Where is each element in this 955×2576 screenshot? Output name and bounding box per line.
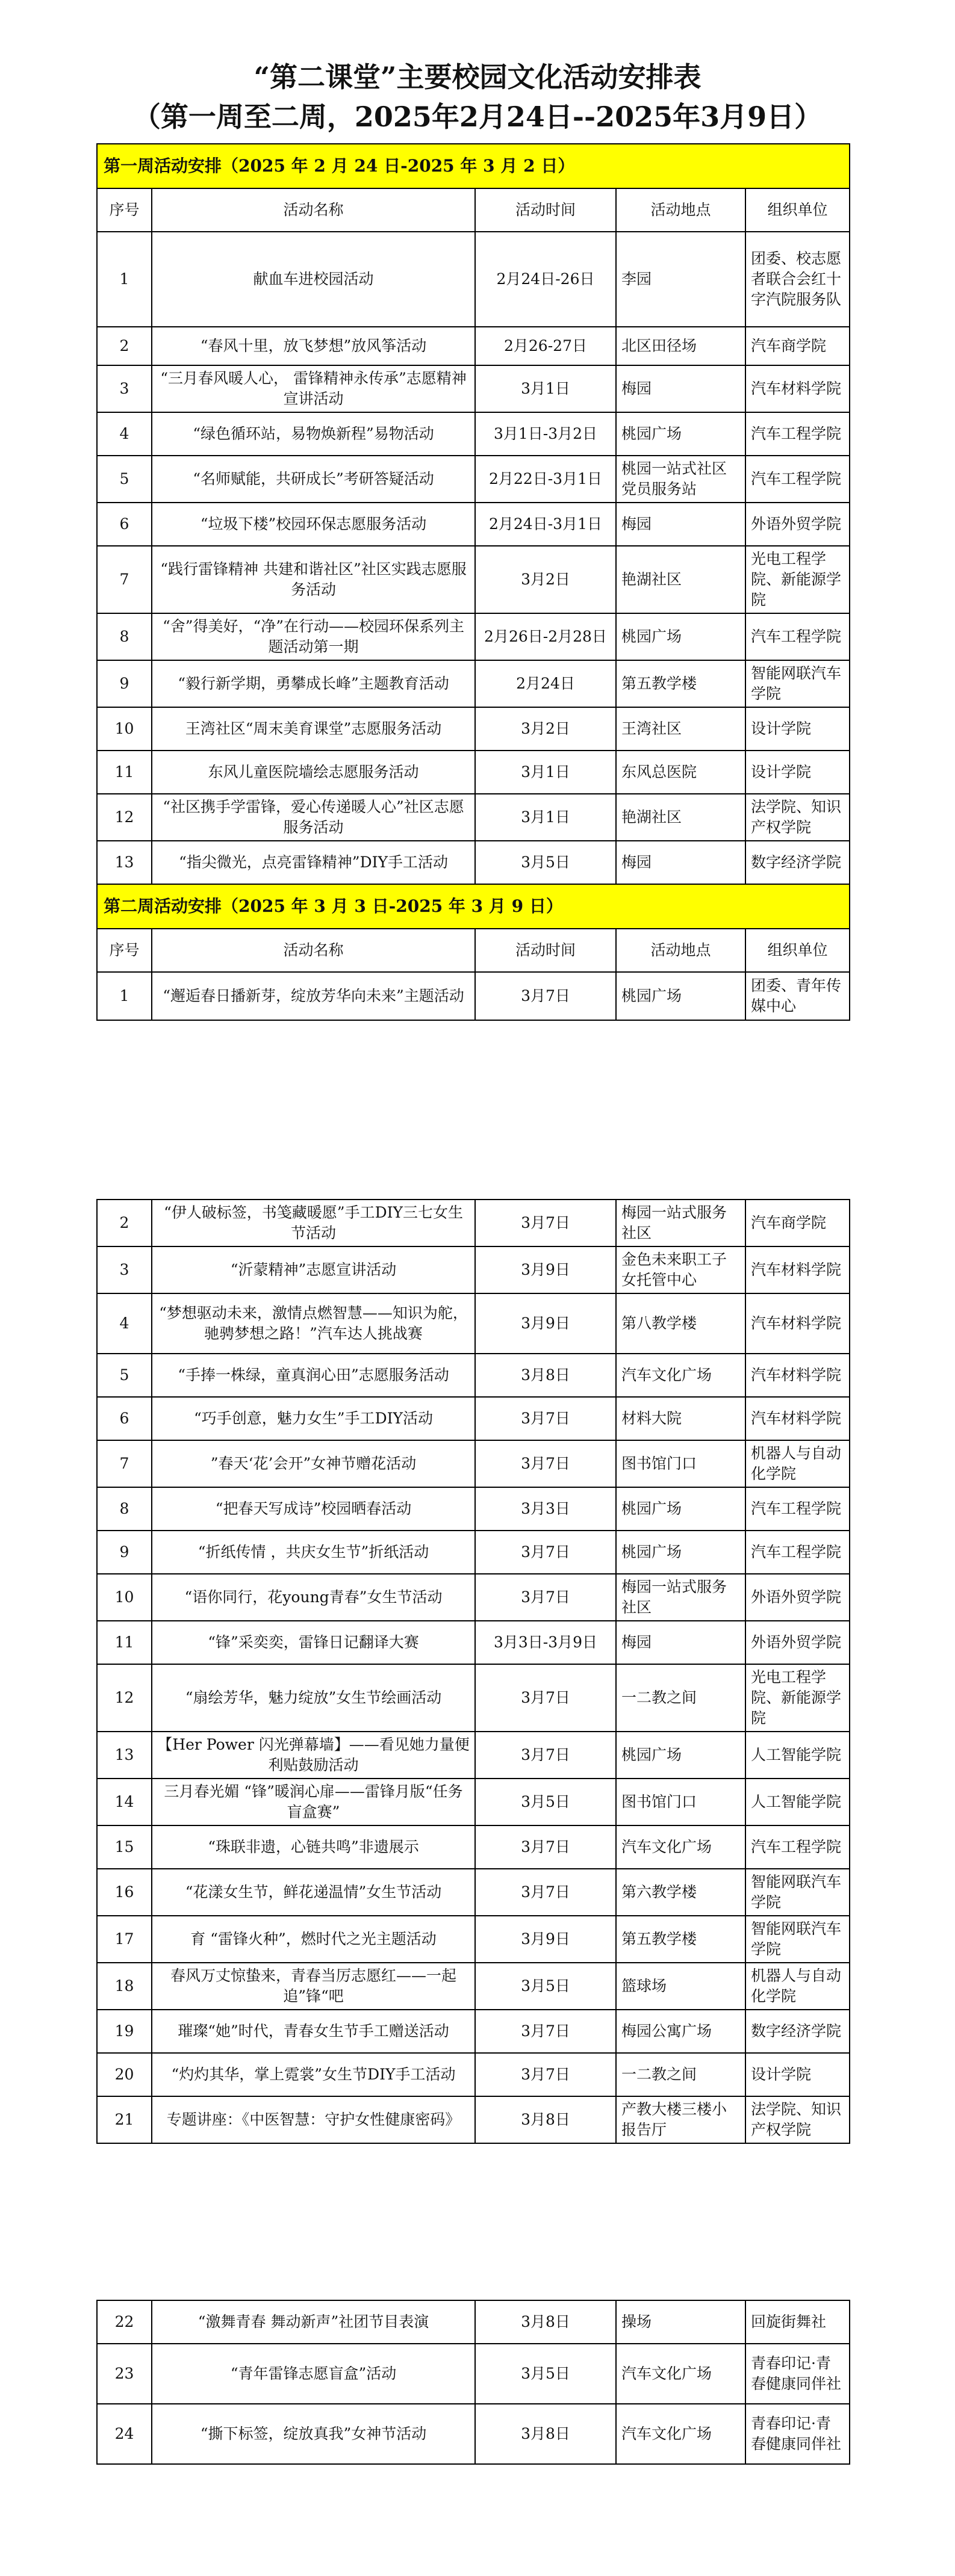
activity-name-cell: “折纸传情 ，共庆女生节”折纸活动 bbox=[152, 1531, 475, 1574]
table-row bbox=[97, 2404, 850, 2464]
activity-location-cell: 梅园 bbox=[616, 365, 745, 412]
organizer-cell: 汽车工程学院 bbox=[745, 1487, 850, 1531]
activity-name-cell: “锋”采奕奕，雷锋日记翻译大赛 bbox=[152, 1621, 475, 1664]
activity-time-cell: 3月9日 bbox=[475, 1916, 616, 1963]
activity-name-cell: “珠联非遗，心链共鸣”非遗展示 bbox=[152, 1825, 475, 1869]
activity-name-cell: 东风儿童医院墙绘志愿服务活动 bbox=[152, 751, 475, 794]
table-row bbox=[97, 456, 850, 503]
activity-name-cell: “邂逅春日播新芽，绽放芳华向未来”主题活动 bbox=[152, 972, 475, 1020]
activity-name-cell: “青年雷锋志愿盲盒”活动 bbox=[152, 2344, 475, 2404]
seq-cell: 1 bbox=[97, 972, 152, 1020]
column-header: 组织单位 bbox=[745, 188, 850, 232]
activity-location-cell: 桃园一站式社区党员服务站 bbox=[616, 456, 745, 503]
column-header: 组织单位 bbox=[745, 929, 850, 972]
activity-time-cell: 3月5日 bbox=[475, 1963, 616, 2010]
organizer-cell: 青春印记·青春健康同伴社 bbox=[745, 2404, 850, 2464]
activity-name-cell: “三月春风暖人心， 雷锋精神永传承”志愿精神宣讲活动 bbox=[152, 365, 475, 412]
seq-cell: 23 bbox=[97, 2344, 152, 2404]
organizer-cell: 机器人与自动化学院 bbox=[745, 1963, 850, 2010]
seq-cell: 17 bbox=[97, 1916, 152, 1963]
table-row bbox=[97, 841, 850, 884]
activity-name-cell: “花漾女生节，鲜花递温情”女生节活动 bbox=[152, 1869, 475, 1916]
activity-location-cell: 材料大院 bbox=[616, 1397, 745, 1440]
activity-time-cell: 3月1日-3月2日 bbox=[475, 412, 616, 456]
activity-time-cell: 3月1日 bbox=[475, 751, 616, 794]
table-row bbox=[97, 1825, 850, 1869]
activity-name-cell: 王湾社区“周末美育课堂”志愿服务活动 bbox=[152, 707, 475, 751]
section-label: 第二周活动安排（2025 年 3 月 3 日-2025 年 3 月 9 日） bbox=[97, 884, 850, 929]
table-row bbox=[97, 1293, 850, 1354]
organizer-cell: 法学院、知识产权学院 bbox=[745, 794, 850, 841]
activity-location-cell: 艳湖社区 bbox=[616, 546, 745, 613]
activity-name-cell: “撕下标签，绽放真我”女神节活动 bbox=[152, 2404, 475, 2464]
column-header: 活动地点 bbox=[616, 929, 745, 972]
organizer-cell: 数字经济学院 bbox=[745, 2010, 850, 2053]
table-row bbox=[97, 546, 850, 613]
table-row bbox=[97, 1531, 850, 1574]
organizer-cell: 汽车材料学院 bbox=[745, 1293, 850, 1354]
table-row bbox=[97, 660, 850, 707]
column-header: 活动名称 bbox=[152, 188, 475, 232]
activity-name-cell: 育 “雷锋火种”，燃时代之光主题活动 bbox=[152, 1916, 475, 1963]
activity-location-cell: 金色未来职工子女托管中心 bbox=[616, 1246, 745, 1293]
seq-cell: 1 bbox=[97, 232, 152, 327]
seq-cell: 9 bbox=[97, 660, 152, 707]
organizer-cell: 汽车工程学院 bbox=[745, 1825, 850, 1869]
table-row bbox=[97, 327, 850, 365]
seq-cell: 11 bbox=[97, 751, 152, 794]
organizer-cell: 汽车材料学院 bbox=[745, 365, 850, 412]
activity-location-cell: 汽车文化广场 bbox=[616, 2404, 745, 2464]
activity-name-cell: “巧手创意，魅力女生”手工DIY活动 bbox=[152, 1397, 475, 1440]
table-row bbox=[97, 1664, 850, 1732]
activity-name-cell: “语你同行，花young青春”女生节活动 bbox=[152, 1574, 475, 1621]
organizer-cell: 汽车商学院 bbox=[745, 327, 850, 365]
activity-time-cell: 2月26日-2月28日 bbox=[475, 613, 616, 660]
seq-cell: 24 bbox=[97, 2404, 152, 2464]
activity-location-cell: 桃园广场 bbox=[616, 412, 745, 456]
organizer-cell: 智能网联汽车学院 bbox=[745, 1869, 850, 1916]
table-row bbox=[97, 613, 850, 660]
organizer-cell: 汽车工程学院 bbox=[745, 1531, 850, 1574]
activity-time-cell: 3月1日 bbox=[475, 794, 616, 841]
organizer-cell: 设计学院 bbox=[745, 707, 850, 751]
activity-name-cell: “伊人破标签，书笺藏暖愿”手工DIY三七女生节活动 bbox=[152, 1200, 475, 1246]
seq-cell: 5 bbox=[97, 1354, 152, 1397]
organizer-cell: 光电工程学院、新能源学院 bbox=[745, 546, 850, 613]
organizer-cell: 团委、青年传媒中心 bbox=[745, 972, 850, 1020]
table-row bbox=[97, 1440, 850, 1487]
activity-name-cell: “践行雷锋精神 共建和谐社区”社区实践志愿服务活动 bbox=[152, 546, 475, 613]
section-header bbox=[97, 144, 850, 188]
activity-time-cell: 3月2日 bbox=[475, 546, 616, 613]
organizer-cell: 外语外贸学院 bbox=[745, 1574, 850, 1621]
activity-location-cell: 桃园广场 bbox=[616, 1732, 745, 1779]
activity-location-cell: 操场 bbox=[616, 2300, 745, 2344]
column-header: 活动时间 bbox=[475, 188, 616, 232]
activity-location-cell: 第六教学楼 bbox=[616, 1869, 745, 1916]
activity-name-cell: “毅行新学期，勇攀成长峰”主题教育活动 bbox=[152, 660, 475, 707]
activity-location-cell: 梅园一站式服务社区 bbox=[616, 1200, 745, 1246]
table-row bbox=[97, 1487, 850, 1531]
activity-name-cell: 【Her Power 闪光弹幕墙】——看见她力量便利贴鼓励活动 bbox=[152, 1732, 475, 1779]
activity-location-cell: 梅园公寓广场 bbox=[616, 2010, 745, 2053]
activity-location-cell: 一二教之间 bbox=[616, 1664, 745, 1732]
table-row bbox=[97, 1869, 850, 1916]
organizer-cell: 人工智能学院 bbox=[745, 1779, 850, 1825]
activity-location-cell: 梅园 bbox=[616, 503, 745, 546]
organizer-cell: 机器人与自动化学院 bbox=[745, 1440, 850, 1487]
seq-cell: 2 bbox=[97, 1200, 152, 1246]
organizer-cell: 外语外贸学院 bbox=[745, 1621, 850, 1664]
activity-name-cell: “扇绘芳华，魅力绽放”女生节绘画活动 bbox=[152, 1664, 475, 1732]
seq-cell: 20 bbox=[97, 2053, 152, 2096]
activity-name-cell: 璀璨“她”时代，青春女生节手工赠送活动 bbox=[152, 2010, 475, 2053]
organizer-cell: 团委、校志愿者联合会红十字汽院服务队 bbox=[745, 232, 850, 327]
table-row bbox=[97, 1963, 850, 2010]
seq-cell: 6 bbox=[97, 1397, 152, 1440]
seq-cell: 10 bbox=[97, 707, 152, 751]
activity-name-cell: “灼灼其华，掌上霓裳”女生节DIY手工活动 bbox=[152, 2053, 475, 2096]
activity-time-cell: 3月3日 bbox=[475, 1487, 616, 1531]
seq-cell: 2 bbox=[97, 327, 152, 365]
table-row bbox=[97, 1246, 850, 1293]
activity-name-cell: “名师赋能，共研成长”考研答疑活动 bbox=[152, 456, 475, 503]
activity-name-cell: 献血车进校园活动 bbox=[152, 232, 475, 327]
activity-time-cell: 3月7日 bbox=[475, 1574, 616, 1621]
organizer-cell: 汽车商学院 bbox=[745, 1200, 850, 1246]
table-row bbox=[97, 503, 850, 546]
activity-time-cell: 2月24日-3月1日 bbox=[475, 503, 616, 546]
activity-location-cell: 第五教学楼 bbox=[616, 660, 745, 707]
activity-name-cell: “绿色循环站，易物焕新程”易物活动 bbox=[152, 412, 475, 456]
activity-location-cell: 梅园 bbox=[616, 841, 745, 884]
activity-location-cell: 汽车文化广场 bbox=[616, 1354, 745, 1397]
activity-time-cell: 2月22日-3月1日 bbox=[475, 456, 616, 503]
table-row bbox=[97, 707, 850, 751]
activity-name-cell: “春风十里，放飞梦想”放风筝活动 bbox=[152, 327, 475, 365]
table-row bbox=[97, 794, 850, 841]
table-row bbox=[97, 412, 850, 456]
table-row bbox=[97, 1732, 850, 1779]
column-header: 活动名称 bbox=[152, 929, 475, 972]
seq-cell: 14 bbox=[97, 1779, 152, 1825]
activity-location-cell: 桃园广场 bbox=[616, 613, 745, 660]
activity-name-cell: “激舞青春 舞动新声”社团节目表演 bbox=[152, 2300, 475, 2344]
table-row bbox=[97, 2010, 850, 2053]
column-header: 活动地点 bbox=[616, 188, 745, 232]
organizer-cell: 光电工程学院、新能源学院 bbox=[745, 1664, 850, 1732]
activity-time-cell: 3月8日 bbox=[475, 1354, 616, 1397]
week1-table bbox=[96, 143, 850, 1021]
activity-time-cell: 3月3日-3月9日 bbox=[475, 1621, 616, 1664]
activity-time-cell: 3月7日 bbox=[475, 1440, 616, 1487]
activity-name-cell: “梦想驱动未来，激情点燃智慧——知识为舵，驰骋梦想之路！”汽车达人挑战赛 bbox=[152, 1293, 475, 1354]
week2-table-continued bbox=[96, 2300, 850, 2465]
activity-time-cell: 3月1日 bbox=[475, 365, 616, 412]
column-header: 活动时间 bbox=[475, 929, 616, 972]
activity-time-cell: 3月7日 bbox=[475, 1825, 616, 1869]
seq-cell: 4 bbox=[97, 1293, 152, 1354]
activity-location-cell: 桃园广场 bbox=[616, 1531, 745, 1574]
organizer-cell: 青春印记·青春健康同伴社 bbox=[745, 2344, 850, 2404]
seq-cell: 5 bbox=[97, 456, 152, 503]
activity-location-cell: 一二教之间 bbox=[616, 2053, 745, 2096]
activity-location-cell: 第五教学楼 bbox=[616, 1916, 745, 1963]
organizer-cell: 智能网联汽车学院 bbox=[745, 1916, 850, 1963]
activity-time-cell: 3月2日 bbox=[475, 707, 616, 751]
organizer-cell: 回旋街舞社 bbox=[745, 2300, 850, 2344]
activity-location-cell: 汽车文化广场 bbox=[616, 1825, 745, 1869]
seq-cell: 11 bbox=[97, 1621, 152, 1664]
activity-time-cell: 3月5日 bbox=[475, 841, 616, 884]
table-row bbox=[97, 1779, 850, 1825]
table-row bbox=[97, 1621, 850, 1664]
organizer-cell: 设计学院 bbox=[745, 2053, 850, 2096]
activity-time-cell: 3月7日 bbox=[475, 1869, 616, 1916]
seq-cell: 12 bbox=[97, 794, 152, 841]
organizer-cell: 汽车工程学院 bbox=[745, 412, 850, 456]
table-row bbox=[97, 972, 850, 1020]
activity-time-cell: 3月8日 bbox=[475, 2096, 616, 2143]
seq-cell: 9 bbox=[97, 1531, 152, 1574]
seq-cell: 15 bbox=[97, 1825, 152, 1869]
organizer-cell: 汽车材料学院 bbox=[745, 1246, 850, 1293]
activity-time-cell: 3月8日 bbox=[475, 2404, 616, 2464]
activity-location-cell: 产教大楼三楼小报告厅 bbox=[616, 2096, 745, 2143]
section-header bbox=[97, 884, 850, 929]
activity-name-cell: “社区携手学雷锋，爱心传递暖人心”社区志愿服务活动 bbox=[152, 794, 475, 841]
activity-location-cell: 第八教学楼 bbox=[616, 1293, 745, 1354]
seq-cell: 16 bbox=[97, 1869, 152, 1916]
activity-time-cell: 3月9日 bbox=[475, 1293, 616, 1354]
table-row bbox=[97, 751, 850, 794]
activity-time-cell: 3月7日 bbox=[475, 2053, 616, 2096]
table-row bbox=[97, 2053, 850, 2096]
activity-location-cell: 艳湖社区 bbox=[616, 794, 745, 841]
organizer-cell: 智能网联汽车学院 bbox=[745, 660, 850, 707]
seq-cell: 10 bbox=[97, 1574, 152, 1621]
activity-name-cell: ”春天‘花’会开”女神节赠花活动 bbox=[152, 1440, 475, 1487]
activity-time-cell: 3月5日 bbox=[475, 2344, 616, 2404]
activity-time-cell: 3月7日 bbox=[475, 1732, 616, 1779]
seq-cell: 13 bbox=[97, 841, 152, 884]
activity-time-cell: 3月5日 bbox=[475, 1779, 616, 1825]
seq-cell: 3 bbox=[97, 365, 152, 412]
activity-location-cell: 汽车文化广场 bbox=[616, 2344, 745, 2404]
activity-name-cell: 春风万丈惊蛰来，青春当厉志愿红——一起追”锋“吧 bbox=[152, 1963, 475, 2010]
activity-time-cell: 3月8日 bbox=[475, 2300, 616, 2344]
table-row bbox=[97, 365, 850, 412]
seq-cell: 19 bbox=[97, 2010, 152, 2053]
document-title: “第二课堂”主要校园文化活动安排表 bbox=[254, 61, 701, 93]
table-row bbox=[97, 1574, 850, 1621]
activity-location-cell: 图书馆门口 bbox=[616, 1440, 745, 1487]
seq-cell: 3 bbox=[97, 1246, 152, 1293]
activity-location-cell: 篮球场 bbox=[616, 1963, 745, 2010]
table-row bbox=[97, 2096, 850, 2143]
activity-time-cell: 3月7日 bbox=[475, 1531, 616, 1574]
activity-time-cell: 2月24日-26日 bbox=[475, 232, 616, 327]
table-header-row bbox=[97, 929, 850, 972]
activity-name-cell: “指尖微光，点亮雷锋精神”DIY手工活动 bbox=[152, 841, 475, 884]
table-row bbox=[97, 1354, 850, 1397]
activity-location-cell: 图书馆门口 bbox=[616, 1779, 745, 1825]
activity-time-cell: 3月7日 bbox=[475, 1200, 616, 1246]
table-row bbox=[97, 232, 850, 327]
table-header-row bbox=[97, 188, 850, 232]
seq-cell: 6 bbox=[97, 503, 152, 546]
organizer-cell: 法学院、知识产权学院 bbox=[745, 2096, 850, 2143]
activity-time-cell: 2月26-27日 bbox=[475, 327, 616, 365]
activity-name-cell: “手捧一株绿，童真润心田”志愿服务活动 bbox=[152, 1354, 475, 1397]
activity-time-cell: 3月7日 bbox=[475, 972, 616, 1020]
organizer-cell: 数字经济学院 bbox=[745, 841, 850, 884]
seq-cell: 8 bbox=[97, 613, 152, 660]
table-row bbox=[97, 1397, 850, 1440]
seq-cell: 22 bbox=[97, 2300, 152, 2344]
activity-location-cell: 桃园广场 bbox=[616, 1487, 745, 1531]
table-row bbox=[97, 2344, 850, 2404]
section-label: 第一周活动安排（2025 年 2 月 24 日-2025 年 3 月 2 日） bbox=[97, 144, 850, 188]
activity-time-cell: 3月7日 bbox=[475, 2010, 616, 2053]
column-header: 序号 bbox=[97, 929, 152, 972]
seq-cell: 12 bbox=[97, 1664, 152, 1732]
seq-cell: 7 bbox=[97, 1440, 152, 1487]
activity-time-cell: 3月7日 bbox=[475, 1397, 616, 1440]
table-row bbox=[97, 2300, 850, 2344]
activity-location-cell: 梅园一站式服务社区 bbox=[616, 1574, 745, 1621]
column-header: 序号 bbox=[97, 188, 152, 232]
activity-location-cell: 李园 bbox=[616, 232, 745, 327]
activity-location-cell: 桃园广场 bbox=[616, 972, 745, 1020]
activity-name-cell: “舍”得美好，“净”在行动——校园环保系列主题活动第一期 bbox=[152, 613, 475, 660]
organizer-cell: 设计学院 bbox=[745, 751, 850, 794]
activity-name-cell: 三月春光媚 “锋”暖润心扉——雷锋月版“任务盲盒赛” bbox=[152, 1779, 475, 1825]
organizer-cell: 汽车工程学院 bbox=[745, 456, 850, 503]
activity-location-cell: 梅园 bbox=[616, 1621, 745, 1664]
week2-table bbox=[96, 1199, 850, 2144]
organizer-cell: 外语外贸学院 bbox=[745, 503, 850, 546]
seq-cell: 4 bbox=[97, 412, 152, 456]
organizer-cell: 人工智能学院 bbox=[745, 1732, 850, 1779]
activity-location-cell: 东风总医院 bbox=[616, 751, 745, 794]
table-row bbox=[97, 1200, 850, 1246]
activity-location-cell: 北区田径场 bbox=[616, 327, 745, 365]
organizer-cell: 汽车材料学院 bbox=[745, 1397, 850, 1440]
table-row bbox=[97, 1916, 850, 1963]
seq-cell: 13 bbox=[97, 1732, 152, 1779]
activity-name-cell: “沂蒙精神”志愿宣讲活动 bbox=[152, 1246, 475, 1293]
seq-cell: 21 bbox=[97, 2096, 152, 2143]
seq-cell: 8 bbox=[97, 1487, 152, 1531]
activity-time-cell: 3月9日 bbox=[475, 1246, 616, 1293]
activity-name-cell: “垃圾下楼”校园环保志愿服务活动 bbox=[152, 503, 475, 546]
seq-cell: 18 bbox=[97, 1963, 152, 2010]
document-subtitle: （第一周至二周，2025年2月24日--2025年3月9日） bbox=[132, 101, 823, 133]
activity-time-cell: 2月24日 bbox=[475, 660, 616, 707]
activity-name-cell: “把春天写成诗”校园晒春活动 bbox=[152, 1487, 475, 1531]
seq-cell: 7 bbox=[97, 546, 152, 613]
organizer-cell: 汽车材料学院 bbox=[745, 1354, 850, 1397]
activity-time-cell: 3月7日 bbox=[475, 1664, 616, 1732]
activity-name-cell: 专题讲座：《中医智慧：守护女性健康密码》 bbox=[152, 2096, 475, 2143]
activity-location-cell: 王湾社区 bbox=[616, 707, 745, 751]
organizer-cell: 汽车工程学院 bbox=[745, 613, 850, 660]
